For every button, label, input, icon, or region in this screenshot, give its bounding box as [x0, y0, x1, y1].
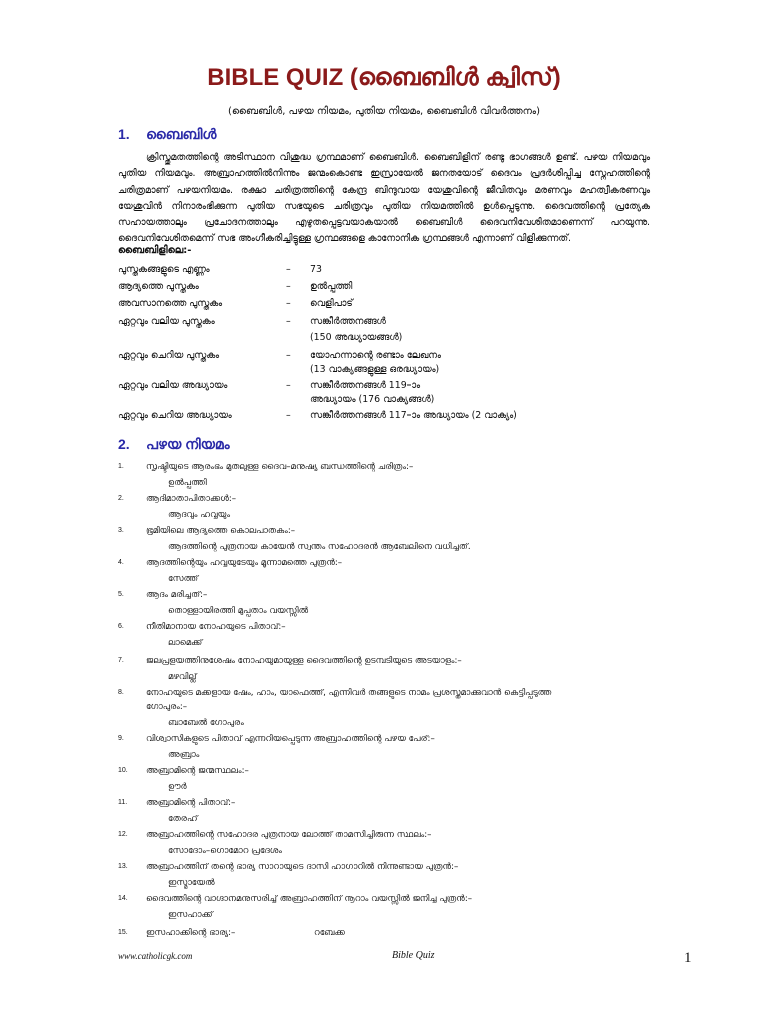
- answer-text: സോദോം–ഗൊമോറ പ്രദേശം: [168, 846, 283, 856]
- question-text: നീതിമാനായ നോഹയുടെ പിതാവ്:–: [146, 622, 286, 632]
- answer-text: ബാബേൽ ഗോപുരം: [168, 718, 244, 728]
- question-text: അബ്രാഹത്തിന് തന്റെ ഭാര്യ സാറായുടെ ദാസി ഹാഗാറിൽ നിന്നുണ്ടായ പുത്രൻ:–: [146, 862, 459, 872]
- fact-value: സങ്കീർത്തനങ്ങൾ: [310, 316, 386, 327]
- fact-value-note: അദ്ധ്യായം (176 വാക്യങ്ങൾ): [310, 394, 435, 405]
- fact-value: 73: [310, 264, 322, 275]
- fact-key: ആദ്യത്തെ പുസ്തകം: [118, 281, 199, 292]
- question-number: 12.: [118, 831, 128, 838]
- answer-text: റബേക്ക: [314, 928, 345, 938]
- answer-text: ഉൽപ്പത്തി: [168, 478, 207, 488]
- fact-dash: –: [286, 281, 291, 292]
- question-text: ആദത്തിന്റെയും ഹവ്വയുടേയും മൂന്നാമത്തെ പുത്രൻ:–: [146, 558, 343, 568]
- answer-text: തേരഹ്: [168, 814, 198, 824]
- answer-text: അബ്രാം: [168, 750, 200, 760]
- question-text: ഭൂമിയിലെ ആദ്യത്തെ കൊലപാതകം:–: [146, 526, 296, 536]
- fact-value: യോഹന്നാന്റെ രണ്ടാം ലേഖനം: [310, 350, 441, 361]
- question-text: ആദിമാതാപിതാക്കൾ:–: [146, 494, 237, 504]
- page-title: BIBLE QUIZ (ബൈബിൾ ക്വിസ്): [207, 64, 561, 91]
- fact-dash: –: [286, 298, 291, 309]
- fact-value-note: (150 അദ്ധ്യായങ്ങൾ): [310, 332, 403, 343]
- question-number: 1.: [118, 463, 124, 470]
- question-number: 15.: [118, 929, 128, 936]
- fact-value: ഉൽപ്പത്തി: [310, 281, 353, 292]
- answer-text: ഊർ: [168, 782, 187, 792]
- section-title: ബൈബിൾ: [146, 126, 217, 142]
- question-number: 4.: [118, 559, 124, 566]
- fact-dash: –: [286, 380, 291, 391]
- answer-text: ലാമെക്ക്: [168, 638, 203, 648]
- question-number: 10.: [118, 767, 128, 774]
- fact-dash: –: [286, 350, 291, 361]
- question-text: സൃഷ്ടിയുടെ ആരംഭം മുതലുള്ള ദൈവ–മനുഷ്യ ബന്ധത്തിന്റെ ചരിത്രം:–: [146, 462, 414, 472]
- fact-key: ഏറ്റവും വലിയ പുസ്തകം: [118, 316, 215, 327]
- question-number: 2.: [118, 495, 124, 502]
- section-title: പഴയ നിയമം: [146, 436, 230, 452]
- answer-text: സേത്ത്: [168, 574, 199, 584]
- facts-heading: ബൈബിളിലെ:-: [118, 245, 192, 256]
- intro-paragraph: ക്രിസ്തുമതത്തിന്റെ അടിസ്ഥാന വിശുദ്ധ ഗ്രന്ഥമാണ് ബൈബിൾ. ബൈബിളിന് രണ്ടു ഭാഗങ്ങൾ ഉണ്ട്. പഴയ നിയമവും പുതിയ നിയമവും. അബ്രാഹത്തിൽനിന്നും ജന്മംകൊണ്ട ഇസ്രായേൽ ജനതയോട് ദൈവം പ്രദർശിപ്പിച്ച സ്നേഹത്തിന്റെ ചരിത്രമാണ് പഴയനിയമം. രക്ഷാ ചരിത്രത്തിന്റെ കേന്ദ്ര ബിന്ദുവായ യേശുവിന്റെ ജീവിതവും മരണവും മഹത്വീകരണവും യേശുവിൻ നിനാരംഭിക്കുന്ന പുതിയ സഭയുടെ ചരിത്രവും പുതിയ നിയമത്തിൽ ഉൾപ്പെടുന്നു. ദൈവത്തിന്റെ പ്രത്യേക സഹായത്താലും പ്രചോദനത്താലും എഴുതപ്പെട്ടവയാകയാൽ ബൈബിൾ ദൈവനിവേശിതമാണെന്ന് പറയുന്നു. ദൈവനിവേശിതമെന്ന് സഭ അംഗീകരിച്ചിട്ടുള്ള ഗ്രന്ഥങ്ങളെ കാനോനിക ഗ്രന്ഥങ്ങൾ എന്നാണ് വിളിക്കുന്നത്.: [118, 152, 650, 245]
- question-number: 11.: [118, 799, 128, 806]
- footer-url: www.catholicgk.com: [118, 951, 193, 961]
- footer-title: Bible Quiz: [392, 950, 435, 961]
- page-subtitle: (ബൈബിൾ, പഴയ നിയമം, പുതിയ നിയമം, ബൈബിൾ വിവർത്തനം): [227, 106, 541, 117]
- question-text: അബ്രാമിന്റെ പിതാവ്:–: [146, 798, 236, 808]
- answer-text: ഇസഹാക്ക്: [168, 910, 213, 920]
- fact-value: വെളിപാട്: [310, 298, 353, 309]
- question-text: ജലപ്രളയത്തിനുശേഷം നോഹയുമായുള്ള ദൈവത്തിന്റെ ഉടമ്പടിയുടെ അടയാളം:–: [146, 656, 462, 666]
- answer-text: ആദവും ഹവ്വയും: [168, 510, 231, 520]
- question-text: ആദം മരിച്ചത്:–: [146, 590, 208, 600]
- question-text: ദൈവത്തിന്റെ വാഗ്ദാനമനുസരിച്ച് അബ്രാഹത്തിന് നൂറാം വയസ്സിൽ ജനിച്ച പുത്രൻ:–: [146, 894, 473, 904]
- section-heading-old-testament: [118, 436, 230, 453]
- fact-dash: –: [286, 410, 291, 421]
- answer-text: മഴവില്ല്: [168, 672, 197, 682]
- fact-dash: –: [286, 264, 291, 275]
- question-text: നോഹയുടെ മക്കളായ ഷേം, ഹാം, യാഫെത്ത്, എന്നിവർ തങ്ങളുടെ നാമം പ്രശസ്തമാക്കുവാൻ കെട്ടിപ്പടുത്ത: [146, 688, 552, 698]
- fact-key: ഏറ്റവും ചെറിയ അദ്ധ്യായം: [118, 410, 232, 421]
- question-text-continued: ഗോപുരം:–: [146, 702, 188, 712]
- question-number: 9.: [118, 735, 124, 742]
- fact-dash: –: [286, 316, 291, 327]
- question-number: 6.: [118, 623, 124, 630]
- answer-text: ഇസ്മായേൽ: [168, 878, 215, 888]
- fact-key: അവസാനത്തെ പുസ്തകം: [118, 298, 223, 309]
- fact-key: പുസ്തകങ്ങളുടെ എണ്ണം: [118, 264, 210, 275]
- fact-key: ഏറ്റവും വലിയ അദ്ധ്യായം: [118, 380, 228, 391]
- fact-value-note: (13 വാക്യങ്ങളുള്ള ഒരദ്ധ്യായം): [310, 364, 440, 375]
- question-text: വിശ്വാസികളുടെ പിതാവ് എന്നറിയപ്പെടുന്ന അബ്രാഹത്തിന്റെ പഴയ പേര്:–: [146, 734, 435, 744]
- question-text: അബ്രാഹത്തിന്റെ സഹോദര പുത്രനായ ലോത്ത് താമസിച്ചിരുന്ന സ്ഥലം:–: [146, 830, 432, 840]
- fact-key: ഏറ്റവും ചെറിയ പുസ്തകം: [118, 350, 220, 361]
- question-number: 5.: [118, 591, 124, 598]
- page-number: 1: [684, 950, 692, 966]
- fact-value: സങ്കീർത്തനങ്ങൾ 117–ാം അദ്ധ്യായം (2 വാക്യം): [310, 410, 517, 421]
- question-number: 3.: [118, 527, 124, 534]
- question-number: 8.: [118, 689, 124, 696]
- question-number: 13.: [118, 863, 128, 870]
- question-number: 7.: [118, 657, 124, 664]
- section-number: 1.: [118, 126, 130, 142]
- section-number: 2.: [118, 436, 130, 452]
- answer-text: തൊള്ളായിരത്തി മുപ്പതാം വയസ്സിൽ: [168, 606, 309, 616]
- question-text: അബ്രാമിന്റെ ജന്മസ്ഥലം:–: [146, 766, 249, 776]
- question-text: ഇസഹാക്കിന്റെ ഭാര്യ:–: [146, 928, 236, 938]
- question-number: 14.: [118, 895, 128, 902]
- section-heading-bible: [118, 126, 216, 143]
- fact-value: സങ്കീർത്തനങ്ങൾ 119–ാം: [310, 380, 421, 391]
- answer-text: ആദത്തിന്റെ പുത്രനായ കായേൻ സ്വന്തം സഹോദരൻ ആബേലിനെ വധിച്ചത്.: [168, 542, 471, 552]
